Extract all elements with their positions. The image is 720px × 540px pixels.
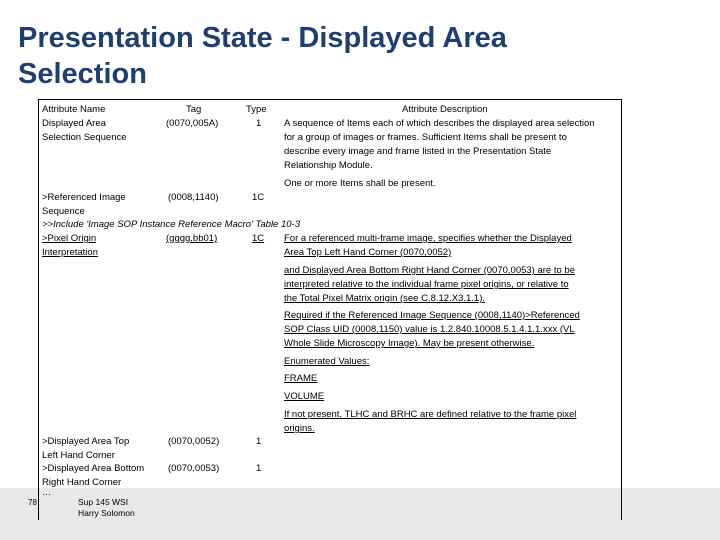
row-pixel-desc-6: Required if the Referenced Image Sequence (0008,1140)>Referenced [284,310,580,321]
row-pixel-desc-13: origins. [284,423,315,434]
slide-number: 78 [28,498,37,507]
footer-line-2: Harry Solomon [78,508,135,518]
row-pixel-desc-7: SOP Class UID (0008,1150) value is 1.2.840.10008.5.1.4.1.1.xxx (VL [284,324,575,335]
slide-title-line-2: Selection [18,58,147,90]
row-pixel-desc-11: VOLUME [284,391,325,402]
row-tlhc-name-2: Left Hand Corner [42,450,115,461]
row-pixel-type: 1C [252,233,265,244]
row-pixel-desc-12: If not present, TLHC and BRHC are defined relative to the frame pixel [284,409,577,420]
row-seq-desc-2: for a group of images or frames. Sufficient Items shall be present to [284,132,567,143]
row-tlhc-tag: (0070,0052) [168,436,220,447]
row-pixel-tag: (gggg,bb01) [166,233,218,244]
row-seq-name-1: Displayed Area [42,118,106,129]
row-pixel-desc-10: FRAME [284,373,318,384]
slide-title [18,20,618,92]
row-ref-tag: (0008,1140) [168,192,219,203]
row-pixel-desc-4: interpreted relative to the individual frame pixel origins, or relative to [284,279,569,290]
row-pixel-desc-3: and Displayed Area Bottom Right Hand Corner (0070,0053) are to be [284,265,575,276]
row-seq-tag: (0070,005A) [166,118,219,129]
row-tlhc-name-1: >Displayed Area Top [42,436,130,447]
row-seq-type: 1 [256,118,262,129]
row-pixel-desc-8: Whole Slide Microscopy Image). May be present otherwise. [284,338,535,349]
slide-title-line-1: Presentation State - Displayed Area [18,22,507,54]
row-seq-desc-5: One or more Items shall be present. [284,178,436,189]
footer-line-1: Sup 145 WSI [78,497,129,507]
row-brhc-name-2: Right Hand Corner [42,477,122,488]
row-pixel-name-1: >Pixel Origin [42,233,97,244]
row-brhc-type: 1 [256,463,262,474]
row-pixel-desc-9: Enumerated Values: [284,356,370,367]
row-seq-name-2: Selection Sequence [42,132,127,143]
row-pixel-desc-5: the Total Pixel Matrix origin (see C.8.12.X3.1.1). [284,293,486,304]
header-type: Type [246,104,267,115]
header-tag: Tag [186,104,202,115]
row-tlhc-type: 1 [256,436,262,447]
row-ref-name-1: >Referenced Image [42,192,126,203]
header-attribute-name: Attribute Name [42,104,106,115]
row-include-macro: >>Include 'Image SOP Instance Reference Macro' Table 10-3 [42,219,300,230]
row-ref-name-2: Sequence [42,206,85,217]
row-pixel-name-2: Interpretation [42,247,98,258]
row-seq-desc-1: A sequence of Items each of which describes the displayed area selection [284,118,595,129]
row-pixel-desc-2: Area Top Left Hand Corner (0070,0052) [284,247,452,258]
header-description: Attribute Description [402,104,488,115]
row-ref-type: 1C [252,192,265,203]
row-pixel-desc-1: For a referenced multi-frame image, specifies whether the Displayed [284,233,572,244]
row-seq-desc-4: Relationship Module. [284,160,373,171]
footer-text [78,497,135,519]
row-brhc-tag: (0070,0053) [168,463,220,474]
row-seq-desc-3: describe every image and frame listed in the Presentation State [284,146,552,157]
continuation-ellipsis: … [42,487,51,497]
row-brhc-name-1: >Displayed Area Bottom [42,463,145,474]
